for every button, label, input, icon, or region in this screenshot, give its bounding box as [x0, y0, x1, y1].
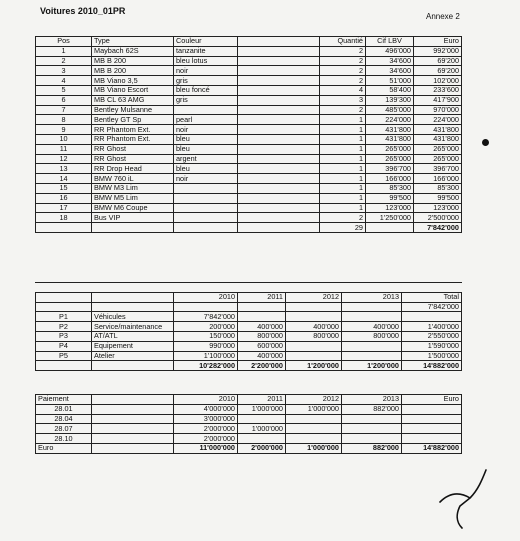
cell-pos: 18 — [36, 213, 92, 223]
cell-label: Equipement — [92, 341, 174, 351]
table-row — [36, 424, 462, 434]
cell-2013 — [342, 351, 402, 361]
cell-2013 — [342, 341, 402, 351]
payments-header-row — [36, 395, 462, 405]
cell-color: bleu lotus — [174, 56, 238, 66]
cell-type: Maybach 62S — [92, 46, 174, 56]
table-row — [36, 434, 462, 444]
summary-rows — [36, 312, 462, 361]
table-row — [36, 46, 462, 56]
cell-type: Bus VIP — [92, 213, 174, 223]
payments-total-2010: 11'000'000 — [174, 443, 238, 453]
cell-pos: 15 — [36, 183, 92, 193]
cell-qty: 1 — [320, 193, 366, 203]
cell-total — [402, 312, 462, 322]
table-row — [36, 105, 462, 115]
cell-code: P4 — [36, 341, 92, 351]
cell-qty: 1 — [320, 174, 366, 184]
summary-grand-total: 14'882'000 — [402, 361, 462, 371]
cell-2011: 1'000'000 — [238, 424, 286, 434]
cell-code: P3 — [36, 331, 92, 341]
cell-blank — [402, 404, 462, 414]
cell-euro: 431'800 — [414, 125, 462, 135]
summary-total-2010: 10'282'000 — [174, 361, 238, 371]
cell-pos: 2 — [36, 56, 92, 66]
cell-2010: 150'000 — [174, 331, 238, 341]
cell-euro: 224'000 — [414, 115, 462, 125]
cell-blank — [238, 183, 320, 193]
cell-qty: 1 — [320, 144, 366, 154]
cell-color: noir — [174, 66, 238, 76]
cell-color — [174, 213, 238, 223]
cell-2012: 1'000'000 — [286, 404, 342, 414]
cell-qty: 1 — [320, 125, 366, 135]
summary-total-2013: 1'200'000 — [342, 361, 402, 371]
cell-qty: 2 — [320, 66, 366, 76]
table-row — [36, 312, 462, 322]
cell-euro: 69'200 — [414, 56, 462, 66]
cell-euro: 431'800 — [414, 134, 462, 144]
cell-label: Véhicules — [92, 312, 174, 322]
cell-qty: 2 — [320, 105, 366, 115]
cell-cif: 58'400 — [366, 85, 414, 95]
cell-qty: 3 — [320, 95, 366, 105]
table-row — [36, 134, 462, 144]
cell-blank — [238, 154, 320, 164]
cell-euro: 123'000 — [414, 203, 462, 213]
cell-euro: 265'000 — [414, 144, 462, 154]
cell-qty: 1 — [320, 203, 366, 213]
cell-2012 — [286, 341, 342, 351]
cell-code: P2 — [36, 322, 92, 332]
cell-total: 2'550'000 — [402, 331, 462, 341]
cell-blank — [238, 125, 320, 135]
table-row — [36, 341, 462, 351]
table-row — [36, 125, 462, 135]
cell-color: noir — [174, 174, 238, 184]
cell-pos: 17 — [36, 203, 92, 213]
cell-pos: 10 — [36, 134, 92, 144]
cell-2012 — [286, 434, 342, 444]
cell-2010: 990'000 — [174, 341, 238, 351]
cell-blank — [238, 134, 320, 144]
vehicles-header-row — [36, 37, 462, 47]
cell-cif: 431'800 — [366, 125, 414, 135]
table-row — [36, 213, 462, 223]
cell-2012 — [286, 414, 342, 424]
cell-type: RR Ghost — [92, 154, 174, 164]
cell-label: Service/maintenance — [92, 322, 174, 332]
cell-pos: 14 — [36, 174, 92, 184]
cell-2011 — [238, 414, 286, 424]
col-qty: Quantié — [320, 37, 366, 47]
cell-color — [174, 105, 238, 115]
cell-qty: 2 — [320, 46, 366, 56]
table-row — [36, 66, 462, 76]
cell-cif: 34'600 — [366, 66, 414, 76]
cell-pos: 7 — [36, 105, 92, 115]
cell-qty: 2 — [320, 213, 366, 223]
table-row — [36, 164, 462, 174]
summary-total-label: Total — [402, 292, 462, 302]
cell-blank — [92, 404, 174, 414]
cell-euro: 265'000 — [414, 154, 462, 164]
cell-2012 — [286, 351, 342, 361]
cell-2010: 4'000'000 — [174, 404, 238, 414]
cell-euro: 2'500'000 — [414, 213, 462, 223]
cell-qty: 2 — [320, 76, 366, 86]
payments-label: Paiement — [36, 395, 92, 405]
cell-type: MB Viano Escort — [92, 85, 174, 95]
cell-color — [174, 183, 238, 193]
cell-cif: 431'800 — [366, 134, 414, 144]
cell-qty: 2 — [320, 56, 366, 66]
cell-color: gris — [174, 76, 238, 86]
cell-blank — [92, 424, 174, 434]
payments-total-2011: 2'000'000 — [238, 443, 286, 453]
table-row — [36, 56, 462, 66]
col-color: Couleur — [174, 37, 238, 47]
cell-cif: 265'000 — [366, 144, 414, 154]
cell-euro: 417'900 — [414, 95, 462, 105]
cell-type: BMW M3 Lim — [92, 183, 174, 193]
payments-total-2012: 1'000'000 — [286, 443, 342, 453]
cell-blank — [92, 434, 174, 444]
payments-grand-total: 14'882'000 — [402, 443, 462, 453]
cell-2010: 2'000'000 — [174, 434, 238, 444]
cell-color: bleu — [174, 164, 238, 174]
document-title: Voitures 2010_01PR — [40, 6, 126, 16]
cell-2013: 882'000 — [342, 404, 402, 414]
summary-total-2011: 2'200'000 — [238, 361, 286, 371]
table-row — [36, 322, 462, 332]
cell-code: P1 — [36, 312, 92, 322]
cell-total: 1'400'000 — [402, 322, 462, 332]
summary-total-top-row — [36, 302, 462, 312]
cell-pos: 8 — [36, 115, 92, 125]
cell-type: RR Phantom Ext. — [92, 134, 174, 144]
total-euro: 7'842'000 — [414, 223, 462, 233]
cell-2011: 600'000 — [238, 341, 286, 351]
cell-euro: 396'700 — [414, 164, 462, 174]
summary-year-2011: 2011 — [238, 292, 286, 302]
cell-blank — [238, 203, 320, 213]
table-row — [36, 414, 462, 424]
cell-cif: 265'000 — [366, 154, 414, 164]
cell-cif: 99'500 — [366, 193, 414, 203]
table-row — [36, 174, 462, 184]
cell-blank — [402, 424, 462, 434]
cell-blank — [92, 414, 174, 424]
cell-color: pearl — [174, 115, 238, 125]
summary-year-2013: 2013 — [342, 292, 402, 302]
total-qty: 29 — [320, 223, 366, 233]
cell-euro: 99'500 — [414, 193, 462, 203]
cell-color — [174, 203, 238, 213]
cell-2013 — [342, 434, 402, 444]
cell-pos: 13 — [36, 164, 92, 174]
cell-type: RR Drop Head — [92, 164, 174, 174]
payments-currency-label: Euro — [402, 395, 462, 405]
payments-total-label: Euro — [36, 443, 92, 453]
cell-blank — [238, 174, 320, 184]
cell-euro: 102'000 — [414, 76, 462, 86]
cell-cif: 224'000 — [366, 115, 414, 125]
col-cif: Cif LBV — [366, 37, 414, 47]
cell-euro: 970'000 — [414, 105, 462, 115]
table-row — [36, 154, 462, 164]
cell-qty: 1 — [320, 134, 366, 144]
cell-2010: 200'000 — [174, 322, 238, 332]
cell-euro: 69'200 — [414, 66, 462, 76]
table-row — [36, 183, 462, 193]
cell-cif: 485'000 — [366, 105, 414, 115]
annex-label: Annexe 2 — [426, 12, 460, 21]
cell-cif: 85'300 — [366, 183, 414, 193]
cell-total: 1'590'000 — [402, 341, 462, 351]
cell-2012: 400'000 — [286, 322, 342, 332]
col-euro: Euro — [414, 37, 462, 47]
cell-2013 — [342, 312, 402, 322]
cell-blank — [238, 144, 320, 154]
cell-pos: 6 — [36, 95, 92, 105]
cell-2013 — [342, 414, 402, 424]
cell-date: 28.04 — [36, 414, 92, 424]
cell-2011: 800'000 — [238, 331, 286, 341]
cell-type: MB CL 63 AMG — [92, 95, 174, 105]
cell-date: 28.10 — [36, 434, 92, 444]
cell-2012 — [286, 312, 342, 322]
summary-year-2012: 2012 — [286, 292, 342, 302]
cell-type: Bentley Mulsanne — [92, 105, 174, 115]
cell-blank — [238, 95, 320, 105]
col-spacer — [238, 37, 320, 47]
cell-type: MB B 200 — [92, 66, 174, 76]
cell-color: bleu — [174, 134, 238, 144]
vehicles-total-row — [36, 223, 462, 233]
handwritten-signature — [430, 462, 490, 534]
summary-total-2012: 1'200'000 — [286, 361, 342, 371]
cell-blank — [238, 46, 320, 56]
cell-2011: 400'000 — [238, 322, 286, 332]
summary-header-row — [36, 292, 462, 302]
cell-2012: 800'000 — [286, 331, 342, 341]
cell-2010: 3'000'000 — [174, 414, 238, 424]
cell-type: BMW 760 iL — [92, 174, 174, 184]
payments-year-2010: 2010 — [174, 395, 238, 405]
cell-type: Bentley GT Sp — [92, 115, 174, 125]
cell-type: RR Phantom Ext. — [92, 125, 174, 135]
table-row — [36, 203, 462, 213]
cell-type: MB B 200 — [92, 56, 174, 66]
cell-pos: 11 — [36, 144, 92, 154]
cell-code: P5 — [36, 351, 92, 361]
cell-cif: 34'600 — [366, 56, 414, 66]
cell-cif: 396'700 — [366, 164, 414, 174]
cell-2010: 1'100'000 — [174, 351, 238, 361]
payments-year-2013: 2013 — [342, 395, 402, 405]
cell-pos: 5 — [36, 85, 92, 95]
table-row — [36, 144, 462, 154]
cell-blank — [238, 164, 320, 174]
cell-qty: 1 — [320, 115, 366, 125]
cell-cif: 123'000 — [366, 203, 414, 213]
col-type: Type — [92, 37, 174, 47]
cell-2011 — [238, 434, 286, 444]
cell-color: bleu foncé — [174, 85, 238, 95]
payments-year-2012: 2012 — [286, 395, 342, 405]
cell-label: AT/ATL — [92, 331, 174, 341]
summary-spacer-row — [36, 283, 462, 293]
cell-type: BMW M5 Lim — [92, 193, 174, 203]
cell-color: noir — [174, 125, 238, 135]
table-row — [36, 76, 462, 86]
cell-blank — [238, 76, 320, 86]
cell-type: MB Viano 3,5 — [92, 76, 174, 86]
payments-table — [35, 394, 462, 454]
summary-total-top: 7'842'000 — [402, 302, 462, 312]
cell-cif: 166'000 — [366, 174, 414, 184]
cell-pos: 1 — [36, 46, 92, 56]
cell-blank — [238, 56, 320, 66]
summary-year-2010: 2010 — [174, 292, 238, 302]
cell-date: 28.01 — [36, 404, 92, 414]
cell-color: gris — [174, 95, 238, 105]
cell-blank — [238, 193, 320, 203]
cell-blank — [238, 66, 320, 76]
cell-blank — [402, 414, 462, 424]
cell-2013 — [342, 424, 402, 434]
cell-2013: 800'000 — [342, 331, 402, 341]
table-row — [36, 95, 462, 105]
cell-blank — [238, 115, 320, 125]
cell-2010: 2'000'000 — [174, 424, 238, 434]
cell-type: RR Ghost — [92, 144, 174, 154]
cell-color: bleu — [174, 144, 238, 154]
cell-pos: 9 — [36, 125, 92, 135]
cell-euro: 166'000 — [414, 174, 462, 184]
cell-qty: 4 — [320, 85, 366, 95]
cell-2012 — [286, 424, 342, 434]
summary-totals-row — [36, 361, 462, 371]
cell-qty: 1 — [320, 164, 366, 174]
table-row — [36, 115, 462, 125]
cell-cif: 496'000 — [366, 46, 414, 56]
cell-qty: 1 — [320, 154, 366, 164]
payment-rows — [36, 404, 462, 443]
cell-total: 1'500'000 — [402, 351, 462, 361]
cell-blank — [238, 213, 320, 223]
table-row — [36, 85, 462, 95]
cell-2011: 1'000'000 — [238, 404, 286, 414]
payments-year-2011: 2011 — [238, 395, 286, 405]
cell-2011: 400'000 — [238, 351, 286, 361]
cell-2010: 7'842'000 — [174, 312, 238, 322]
cell-euro: 992'000 — [414, 46, 462, 56]
cell-cif: 51'000 — [366, 76, 414, 86]
table-row — [36, 404, 462, 414]
cell-color — [174, 193, 238, 203]
col-pos: Pos — [36, 37, 92, 47]
cell-date: 28.07 — [36, 424, 92, 434]
table-row — [36, 193, 462, 203]
cell-pos: 3 — [36, 66, 92, 76]
payments-totals-row — [36, 443, 462, 453]
cell-2013: 400'000 — [342, 322, 402, 332]
cell-type: BMW M6 Coupe — [92, 203, 174, 213]
vehicles-table — [35, 36, 462, 233]
vehicle-rows — [36, 46, 462, 222]
table-row — [36, 331, 462, 341]
cell-qty: 1 — [320, 183, 366, 193]
cell-cif: 139'300 — [366, 95, 414, 105]
cell-pos: 4 — [36, 76, 92, 86]
cell-euro: 233'600 — [414, 85, 462, 95]
cell-blank — [238, 105, 320, 115]
cell-pos: 16 — [36, 193, 92, 203]
cell-color: argent — [174, 154, 238, 164]
payments-total-2013: 882'000 — [342, 443, 402, 453]
summary-table — [35, 282, 462, 371]
cell-euro: 85'300 — [414, 183, 462, 193]
cell-color: tanzanite — [174, 46, 238, 56]
cell-2011 — [238, 312, 286, 322]
cell-cif: 1'250'000 — [366, 213, 414, 223]
cell-blank — [238, 85, 320, 95]
cell-blank — [402, 434, 462, 444]
cell-pos: 12 — [36, 154, 92, 164]
margin-punch-mark — [482, 139, 489, 146]
cell-label: Atelier — [92, 351, 174, 361]
table-row — [36, 351, 462, 361]
